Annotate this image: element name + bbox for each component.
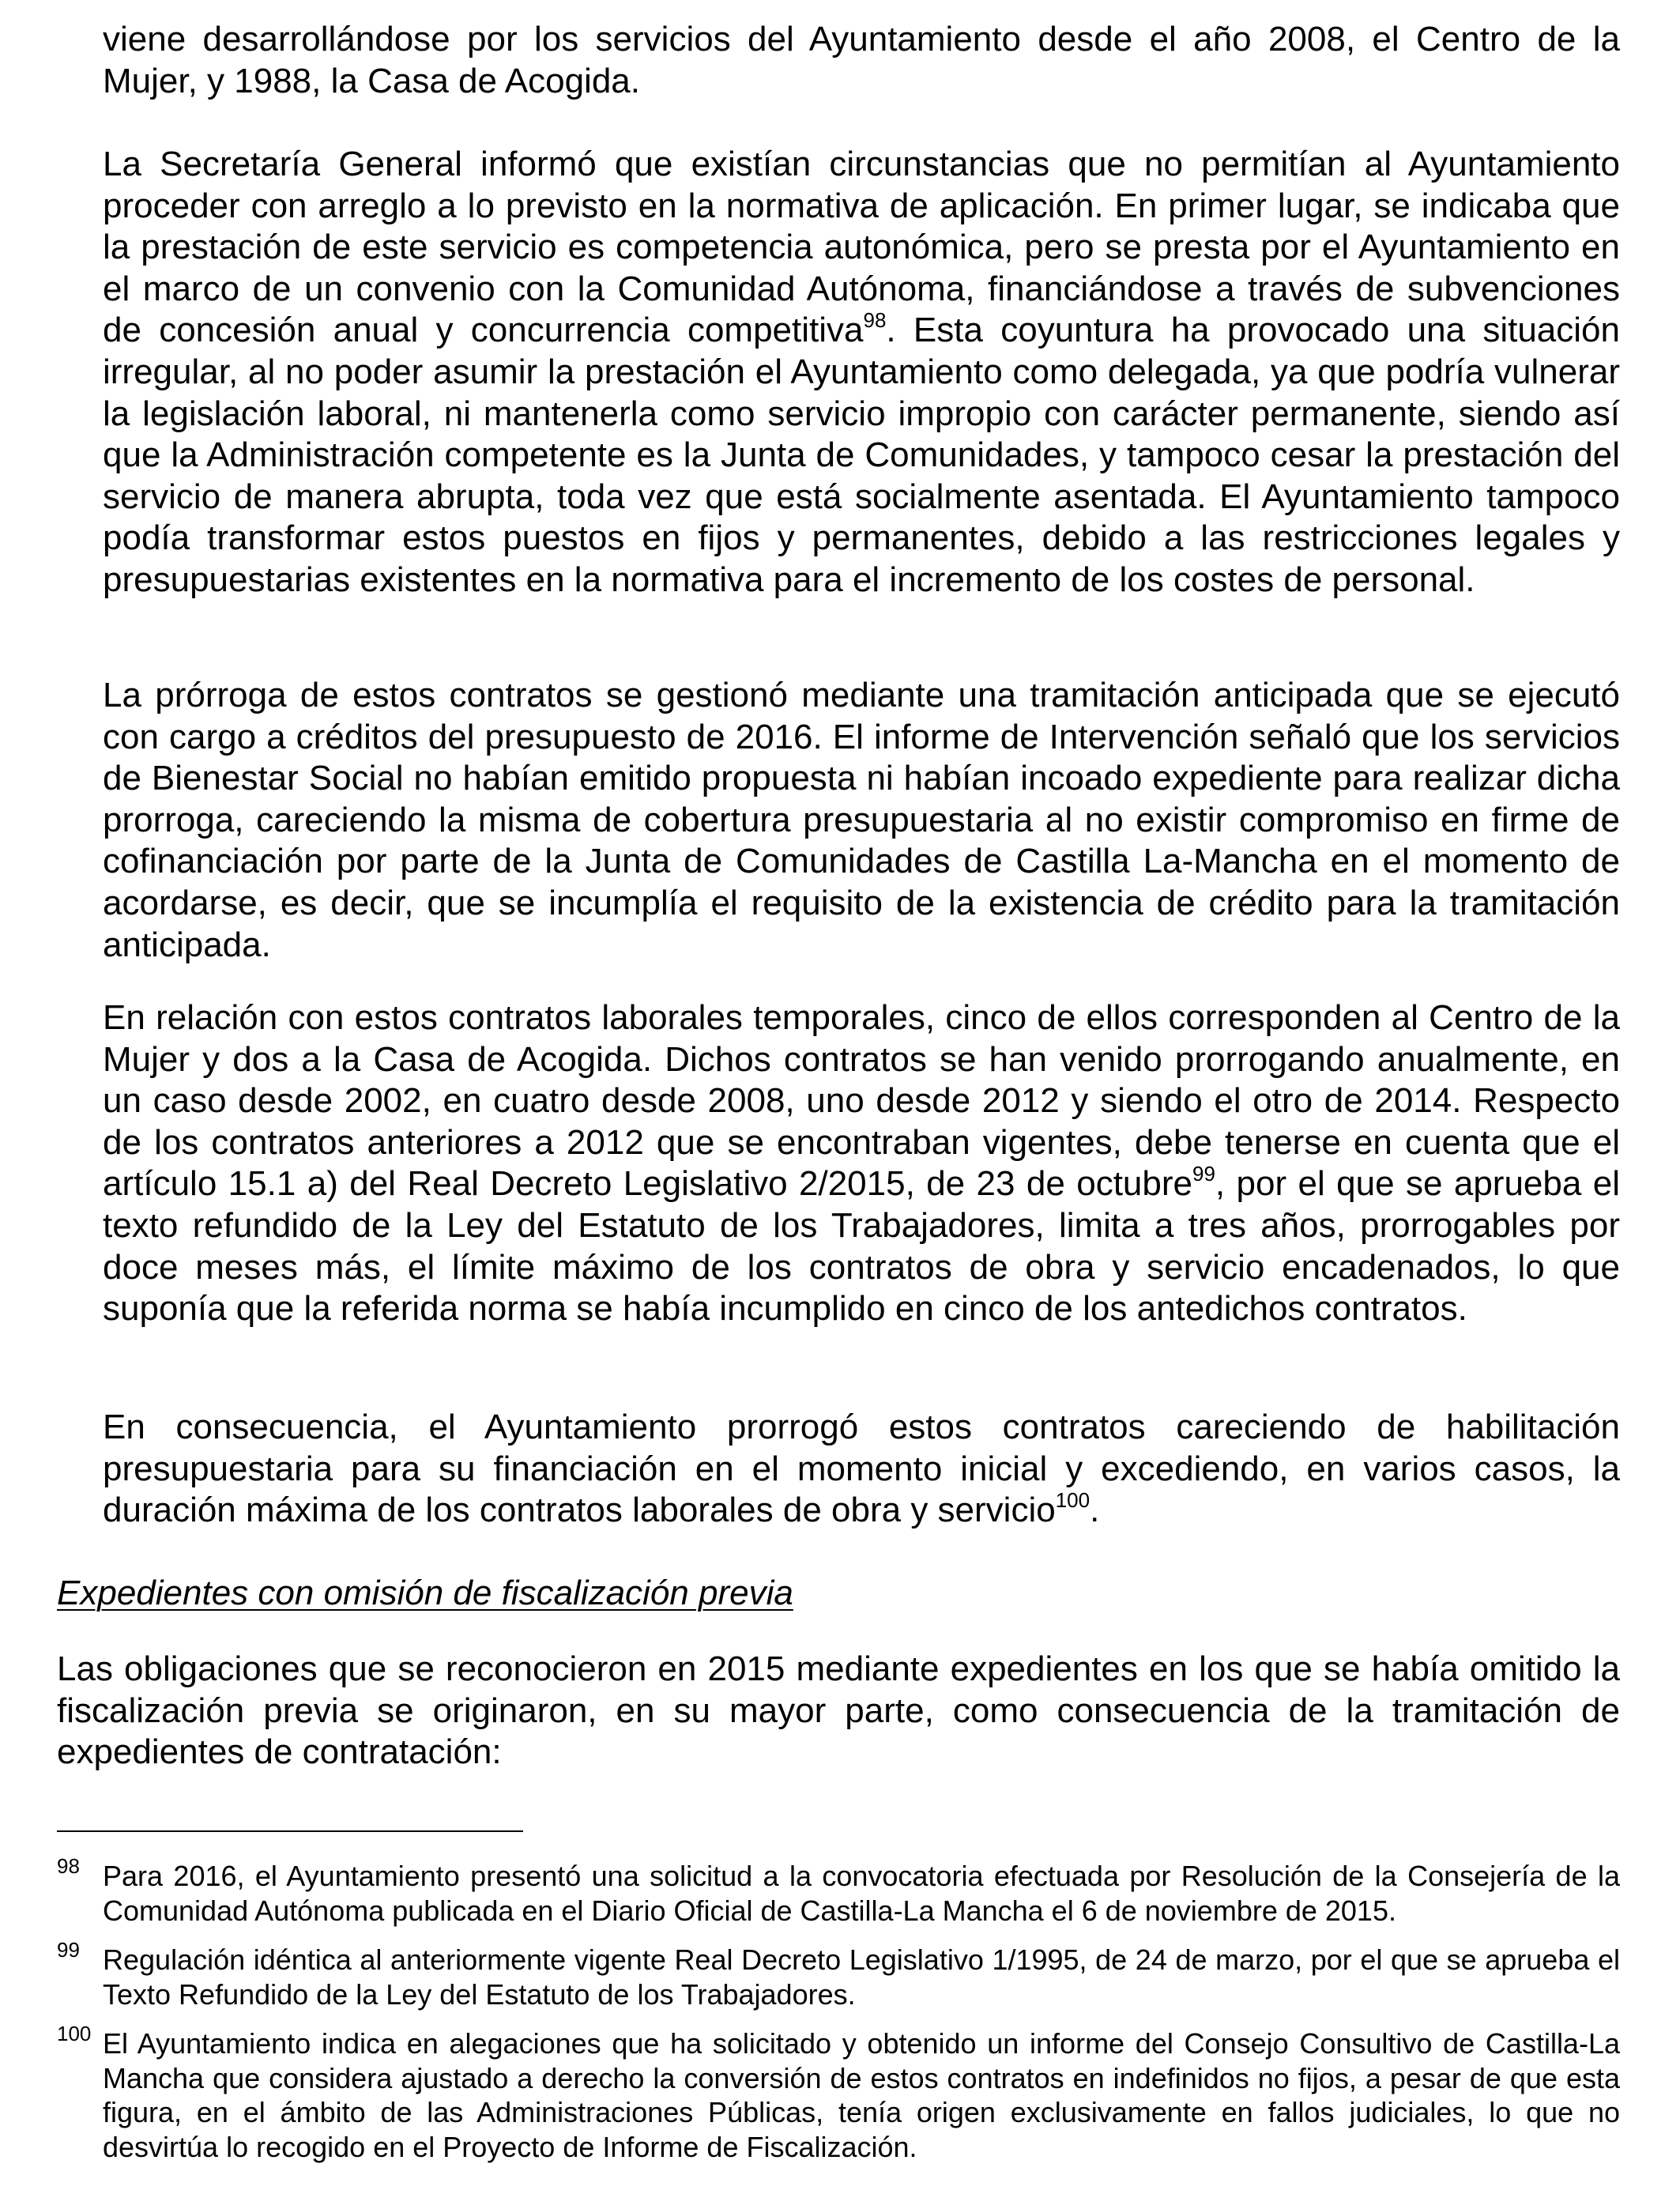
footnote-number: 100 — [57, 2022, 92, 2045]
footnote-ref-100[interactable]: 100 — [1055, 1488, 1090, 1513]
footnote-100 — [57, 2022, 1620, 2164]
paragraph-text: . — [1090, 1491, 1100, 1530]
footnote-separator — [57, 1830, 523, 1832]
paragraph-contratos-laborales — [103, 997, 1620, 1330]
footnote-98 — [57, 1854, 1620, 1928]
paragraph-text: La prórroga de estos contratos se gestionó mediante una tramitación anticipada que se ejecutó con cargo a créditos del presupuesto de 2016. El informe de Intervención señaló que los servicios de Bienestar Social no habían emitido propuesta ni habían incoado expediente para realizar dicha prorroga, careciendo la misma de cobertura presupuestaria al no existir compromiso en firme de cofinanciación por parte de la Junta de Comunidades de Castilla La-Mancha en el momento de acordarse, es decir, que se incumplía el requisito de la existencia de crédito para la tramitación anticipada. — [103, 676, 1620, 964]
footnote-text: Para 2016, el Ayuntamiento presentó una solicitud a la convocatoria efectuada por Resolución de la Consejería de la Comunidad Autónoma publicada en el Diario Oficial de Castilla-La Mancha el 6 de noviembre de 2015. — [103, 1860, 1620, 1927]
footnote-ref-99[interactable]: 99 — [1192, 1162, 1215, 1186]
footnote-number: 99 — [57, 1938, 80, 1962]
footnote-99 — [57, 1938, 1620, 2011]
paragraph-text: , por el que se aprueba el texto refundido de la Ley del Estatuto de los Trabajadores, limita a tres años, prorrogables por doce meses más, el límite máximo de los contratos de obra y servicio encadenados, lo que suponía que la referida norma se había incumplido en cinco de los antedichos contratos. — [103, 1164, 1620, 1329]
footnote-text: El Ayuntamiento indica en alegaciones que ha solicitado y obtenido un informe del Consejo Consultivo de Castilla-La Mancha que considera ajustado a derecho la conversión de estos contratos en indefinidos no fijos, a pesar de que esta figura, en el ámbito de las Administraciones Públicas, tenía origen exclusivamente en fallos judiciales, lo que no desvirtúa lo recogido en el Proyecto de Informe de Fiscalización. — [103, 2027, 1620, 2163]
paragraph-text: viene desarrollándose por los servicios del Ayuntamiento desde el año 2008, el Centro de la Mujer, y 1988, la Casa de Acogida. — [103, 20, 1620, 100]
paragraph-text: La Secretaría General informó que existían circunstancias que no permitían al Ayuntamiento proceder con arreglo a lo previsto en la normativa de aplicación. En primer lugar, se indicaba que la prestación de este servicio es competencia autonómica, pero se presta por el Ayuntamiento en el marco de un convenio con la Comunidad Autónoma, financiándose a través de subvenciones de concesión anual y concurrencia competitiva — [103, 145, 1620, 350]
paragraph-secretaria-general — [103, 144, 1620, 601]
paragraph-text: Las obligaciones que se reconocieron en 2015 mediante expedientes en los que se había omitido la fiscalización previa se originaron, en su mayor parte, como consecuencia de la tramitación de expedientes de contratación: — [57, 1649, 1620, 1772]
paragraph-text: . Esta coyuntura ha provocado una situación irregular, al no poder asumir la prestación el Ayuntamiento como delegada, ya que podría vulnerar la legislación laboral, ni mantenerla como servicio impropio con carácter permanente, siendo así que la Administración competente es la Junta de Comunidades, y tampoco cesar la prestación del servicio de manera abrupta, toda vez que está socialmente asentada. El Ayuntamiento tampoco podía transformar estos puestos en fijos y permanentes, debido a las restricciones legales y presupuestarias existentes en la normativa para el incremento de los costes de personal. — [103, 311, 1620, 599]
footnote-ref-98[interactable]: 98 — [863, 308, 887, 333]
paragraph-prorroga — [103, 675, 1620, 966]
section-heading: Expedientes con omisión de fiscalización previa — [57, 1574, 793, 1612]
paragraph-text: En consecuencia, el Ayuntamiento prorrogó estos contratos careciendo de habilitación presupuestaria para su financiación en el momento inicial y excediendo, en varios casos, la duración máxima de los contratos laborales de obra y servicio — [103, 1408, 1620, 1530]
paragraph-continuation — [103, 19, 1620, 102]
paragraph-text: En relación con estos contratos laborales temporales, cinco de ellos corresponden al Centro de la Mujer y dos a la Casa de Acogida. Dichos contratos se han venido prorrogando anualmente, en un caso desde 2002, en cuatro desde 2008, uno desde 2012 y siendo el otro de 2014. Respecto de los contratos anteriores a 2012 que se encontraban vigentes, debe tenerse en cuenta que el artículo 15.1 a) del Real Decreto Legislativo 2/2015, de 23 de octubre — [103, 998, 1620, 1204]
footnote-text: Regulación idéntica al anteriormente vigente Real Decreto Legislativo 1/1995, de 24 de marzo, por el que se aprueba el Texto Refundido de la Ley del Estatuto de los Trabajadores. — [103, 1943, 1620, 2011]
paragraph-consecuencia — [103, 1407, 1620, 1532]
paragraph-obligaciones — [57, 1649, 1620, 1774]
footnote-number: 98 — [57, 1854, 80, 1878]
